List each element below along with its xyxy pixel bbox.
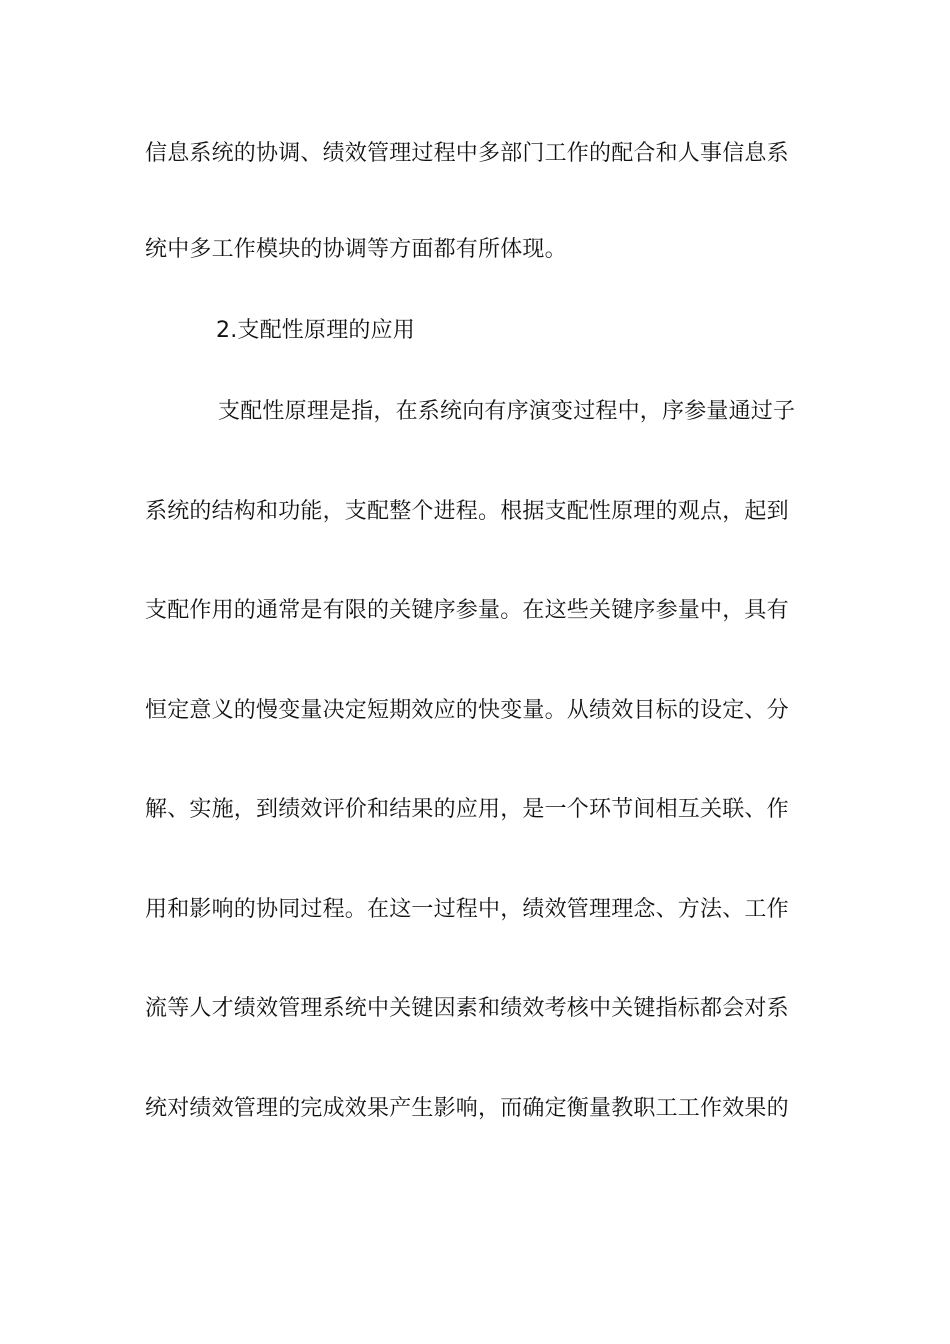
paragraph-line: 用和影响的协同过程。在这一过程中，绩效管理理念、方法、工作 xyxy=(145,897,789,922)
paragraph-line: 统对绩效管理的完成效果产生影响，而确定衡量教职工工作效果的 xyxy=(145,1096,789,1121)
paragraph-line: 系统的结构和功能，支配整个进程。根据支配性原理的观点，起到 xyxy=(145,499,789,524)
paragraph-line: 统中多工作模块的协调等方面都有所体现。 xyxy=(145,237,567,262)
paragraph-line: 恒定意义的慢变量决定短期效应的快变量。从绩效目标的设定、分 xyxy=(145,698,789,723)
paragraph-line: 支配性原理是指，在系统向有序演变过程中，序参量通过子 xyxy=(218,399,796,424)
paragraph-line: 流等人才绩效管理系统中关键因素和绩效考核中关键指标都会对系 xyxy=(145,996,789,1021)
paragraph-line: 信息系统的协调、绩效管理过程中多部门工作的配合和人事信息系 xyxy=(145,141,789,166)
section-heading: 2.支配性原理的应用 xyxy=(216,318,415,343)
paragraph-line: 解、实施，到绩效评价和结果的应用，是一个环节间相互关联、作 xyxy=(145,797,789,822)
paragraph-line: 支配作用的通常是有限的关键序参量。在这些关键序参量中，具有 xyxy=(145,598,789,623)
